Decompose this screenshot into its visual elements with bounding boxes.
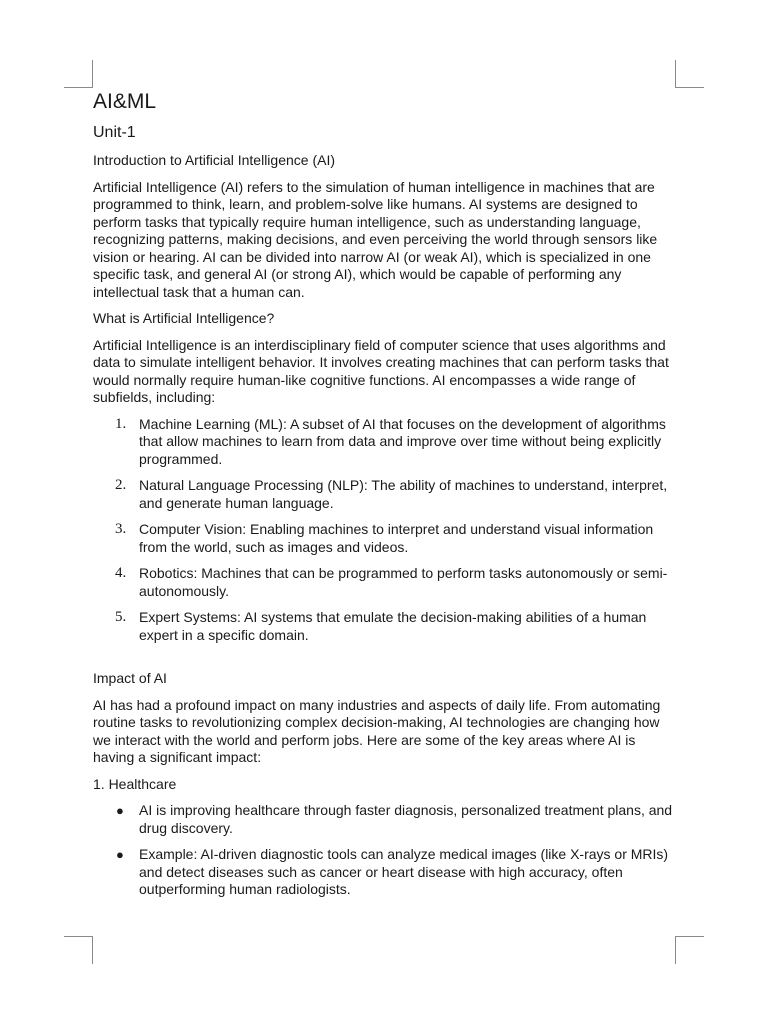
impact-heading: Impact of AI <box>93 670 167 686</box>
crop-mark-top-left-vertical <box>92 60 93 88</box>
crop-mark-top-right-vertical <box>675 60 676 88</box>
healthcare-list <box>93 802 678 899</box>
list-item <box>93 802 678 837</box>
bullet-icon: ● <box>116 847 124 862</box>
list-item <box>93 609 678 644</box>
list-item-text: Natural Language Processing (NLP): The ability of machines to understand, interpret, and generate human language. <box>139 477 668 511</box>
what-heading: What is Artificial Intelligence? <box>93 310 275 326</box>
crop-mark-top-right-horizontal <box>675 87 704 88</box>
list-item <box>93 565 678 600</box>
document-title: AI&ML <box>93 90 157 113</box>
crop-mark-bottom-left-horizontal <box>64 936 93 937</box>
list-number: 3. <box>115 521 127 537</box>
what-paragraph: Artificial Intelligence is an interdisciplinary field of computer science that uses algorithms and data to simulate intelligent behavior. It involves creating machines that can perform tasks that would normally require human-like cognitive functions. AI encompasses a wide range of subfields, including: <box>93 336 669 405</box>
list-number: 5. <box>115 609 127 625</box>
list-item-text: Machine Learning (ML): A subset of AI that focuses on the development of algorithms that allow machines to learn from data and improve over time without being explicitly programmed. <box>139 415 666 467</box>
list-item-text: Robotics: Machines that can be programmed to perform tasks autonomously or semi-autonomously. <box>139 565 668 599</box>
list-number: 1. <box>115 415 127 432</box>
subfields-list <box>93 416 678 645</box>
crop-mark-bottom-left-vertical <box>92 936 93 964</box>
list-item-text: AI is improving healthcare through faster diagnosis, personalized treatment plans, and drug discovery. <box>139 802 673 836</box>
unit-heading: Unit-1 <box>93 124 136 141</box>
list-item <box>93 416 678 469</box>
crop-mark-top-left-horizontal <box>64 87 93 88</box>
spacer <box>93 653 678 670</box>
intro-heading: Introduction to Artificial Intelligence (AI) <box>93 152 336 168</box>
list-item-text: Computer Vision: Enabling machines to interpret and understand visual information from the world, such as images and videos. <box>139 521 654 555</box>
list-item <box>93 521 678 556</box>
healthcare-heading: 1. Healthcare <box>93 775 177 792</box>
crop-mark-bottom-right-vertical <box>675 936 676 964</box>
document-page <box>93 88 678 908</box>
list-number: 4. <box>115 565 127 581</box>
list-number: 2. <box>115 477 127 493</box>
crop-mark-bottom-right-horizontal <box>675 936 704 937</box>
intro-paragraph: Artificial Intelligence (AI) refers to the simulation of human intelligence in machines that are programmed to think, learn, and problem-solve like humans. AI systems are designed to perform tasks that typically require human intelligence, such as understanding language, recognizing patterns, making decisions, and even perceiving the world through sensors like vision or hearing. AI can be divided into narrow AI (or weak AI), which is specialized in one specific task, and general AI (or strong AI), which would be capable of performing any intellectual task that a human can. <box>93 178 658 300</box>
impact-paragraph: AI has had a profound impact on many industries and aspects of daily life. From automating routine tasks to revolutionizing complex decision-making, AI technologies are changing how we interact with the world and perform jobs. Here are some of the key areas where AI is having a significant impact: <box>93 696 661 765</box>
list-item <box>93 477 678 512</box>
bullet-icon: ● <box>116 803 124 818</box>
list-item-text: Example: AI-driven diagnostic tools can analyze medical images (like X-rays or MRIs) and detect diseases such as cancer or heart disease with high accuracy, often outperforming human radiologists. <box>139 846 669 897</box>
list-item <box>93 846 678 899</box>
list-item-text: Expert Systems: AI systems that emulate the decision-making abilities of a human expert in a specific domain. <box>139 609 647 643</box>
